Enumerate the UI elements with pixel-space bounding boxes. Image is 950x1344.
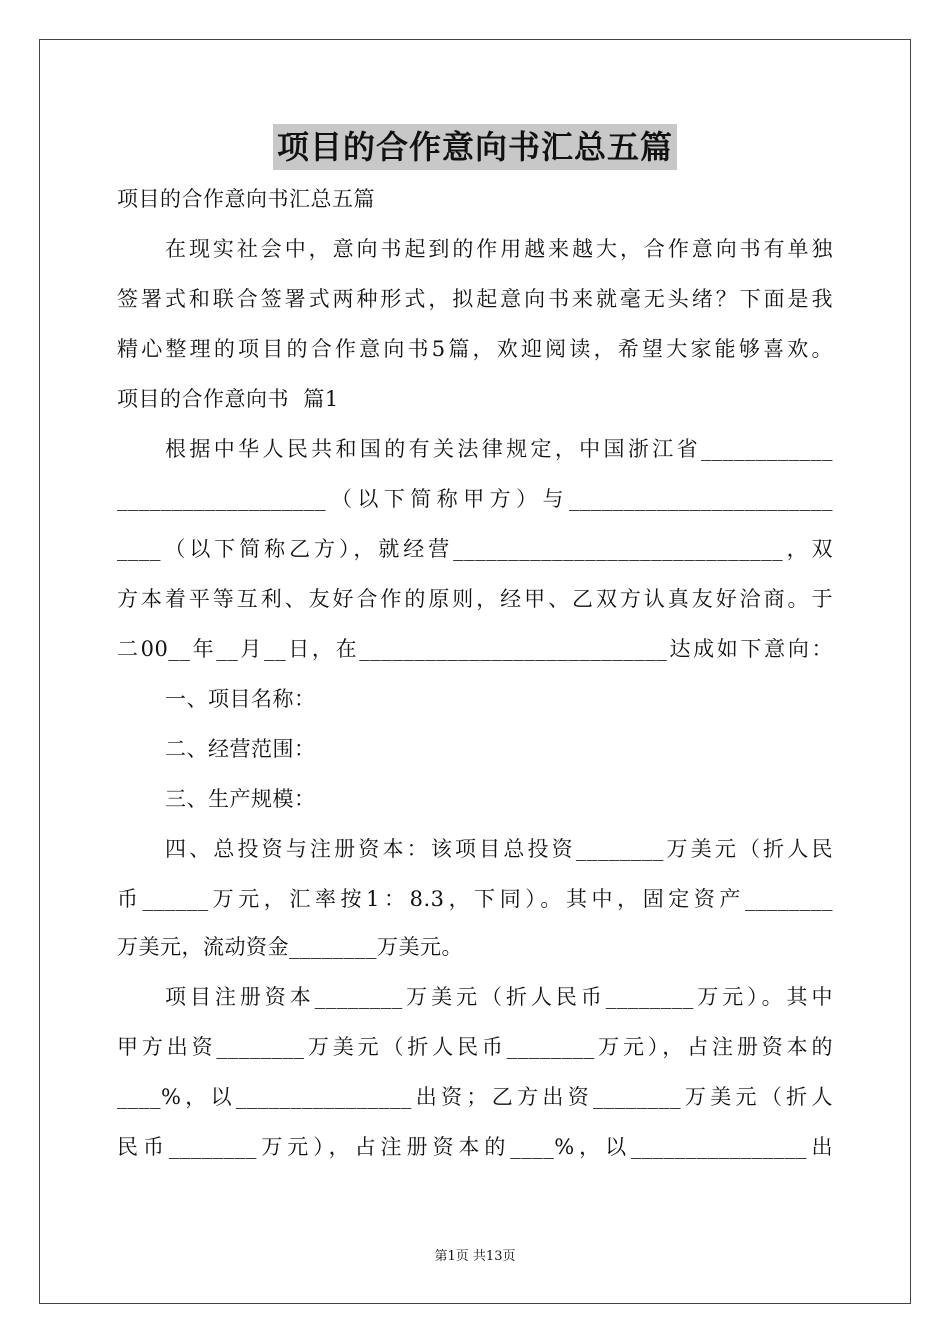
paragraph-line: 币______万元，汇率按1：8.3，下同）。其中，固定资产________: [117, 887, 833, 911]
list-item: 三、生产规模：: [165, 787, 316, 811]
title-wrap: [0, 124, 950, 170]
paragraph-line: 甲方出资________万美元（折人民币________万元），占注册资本的: [117, 1035, 833, 1059]
paragraph-line: 四、总投资与注册资本：该项目总投资________万美元（折人民: [165, 837, 833, 861]
page-footer: 第1页 共13页: [434, 1249, 516, 1264]
paragraph-line: ____（以下简称乙方），就经营______________________________，双: [117, 537, 833, 561]
paragraph-line: 根据中华人民共和国的有关法律规定，中国浙江省____________: [165, 437, 833, 461]
document-title: 项目的合作意向书汇总五篇: [273, 124, 677, 170]
section-heading: 项目的合作意向书 篇1: [117, 387, 339, 411]
list-item: 二、经营范围：: [165, 737, 316, 761]
subtitle-line: 项目的合作意向书汇总五篇: [117, 187, 375, 211]
paragraph-line: 签署式和联合签署式两种形式，拟起意向书来就毫无头绪？下面是我: [117, 287, 833, 311]
paragraph-line: 民币________万元），占注册资本的____%，以________________出: [117, 1135, 833, 1159]
page-border: [39, 39, 911, 1304]
paragraph-line: 方本着平等互利、友好合作的原则，经甲、乙双方认真友好洽商。于: [117, 587, 833, 611]
paragraph-line: 精心整理的项目的合作意向书5篇，欢迎阅读，希望大家能够喜欢。: [117, 337, 833, 361]
paragraph-line: ___________________（以下简称甲方）与________________________: [117, 487, 833, 511]
paragraph-line: 二00__年__月__日，在____________________________达成如下意向：: [117, 637, 833, 661]
paragraph-line: 项目注册资本________万美元（折人民币________万元）。其中: [165, 985, 833, 1009]
paragraph-line: ____%，以________________出资；乙方出资________万美元（折人: [117, 1085, 833, 1109]
paragraph-line: 在现实社会中，意向书起到的作用越来越大，合作意向书有单独: [165, 237, 833, 261]
list-item: 一、项目名称：: [165, 687, 316, 711]
paragraph-line: 万美元，流动资金________万美元。: [117, 935, 463, 959]
